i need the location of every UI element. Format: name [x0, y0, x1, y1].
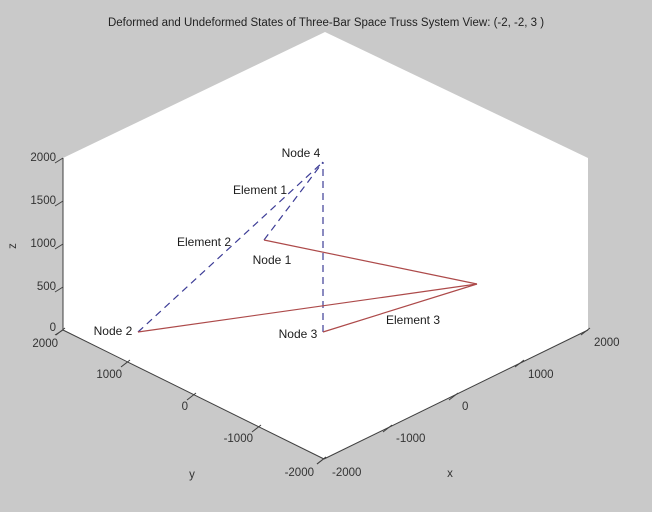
- z-tick-label: 2000: [30, 152, 56, 164]
- x-tick-label: 1000: [528, 369, 554, 381]
- z-tick-label: 1500: [30, 195, 56, 207]
- node-4-label: Node 4: [281, 146, 321, 160]
- plot-title: Deformed and Undeformed States of Three-Bar Space Truss System View: (-2, -2, 3 ): [107, 17, 545, 29]
- z-axis-tick-marks: [55, 158, 63, 335]
- z-axis-name: z: [7, 243, 19, 249]
- y-tick-label: 2000: [32, 338, 58, 350]
- element-1-label: Element 1: [232, 183, 288, 197]
- x-tick-label: 2000: [594, 337, 620, 349]
- z-tick-label: 0: [49, 322, 56, 334]
- y-axis-name: y: [189, 469, 195, 481]
- node-3-label: Node 3: [278, 327, 318, 341]
- axes-box-background: [63, 32, 588, 459]
- x-tick-label: -2000: [332, 467, 362, 479]
- y-tick-label: -1000: [223, 433, 253, 445]
- y-tick-label: -2000: [284, 467, 314, 479]
- node-1-label: Node 1: [252, 253, 292, 267]
- x-axis-name: x: [447, 468, 453, 480]
- element-2-label: Element 2: [176, 235, 232, 249]
- z-tick-label: 500: [36, 281, 56, 293]
- z-tick-label: 1000: [30, 238, 56, 250]
- element-3-label: Element 3: [385, 313, 441, 327]
- node-2-label: Node 2: [93, 324, 133, 338]
- x-tick-label: -1000: [396, 433, 426, 445]
- y-tick-label: 0: [181, 401, 188, 413]
- y-tick-label: 1000: [96, 369, 122, 381]
- x-tick-label: 0: [462, 401, 469, 413]
